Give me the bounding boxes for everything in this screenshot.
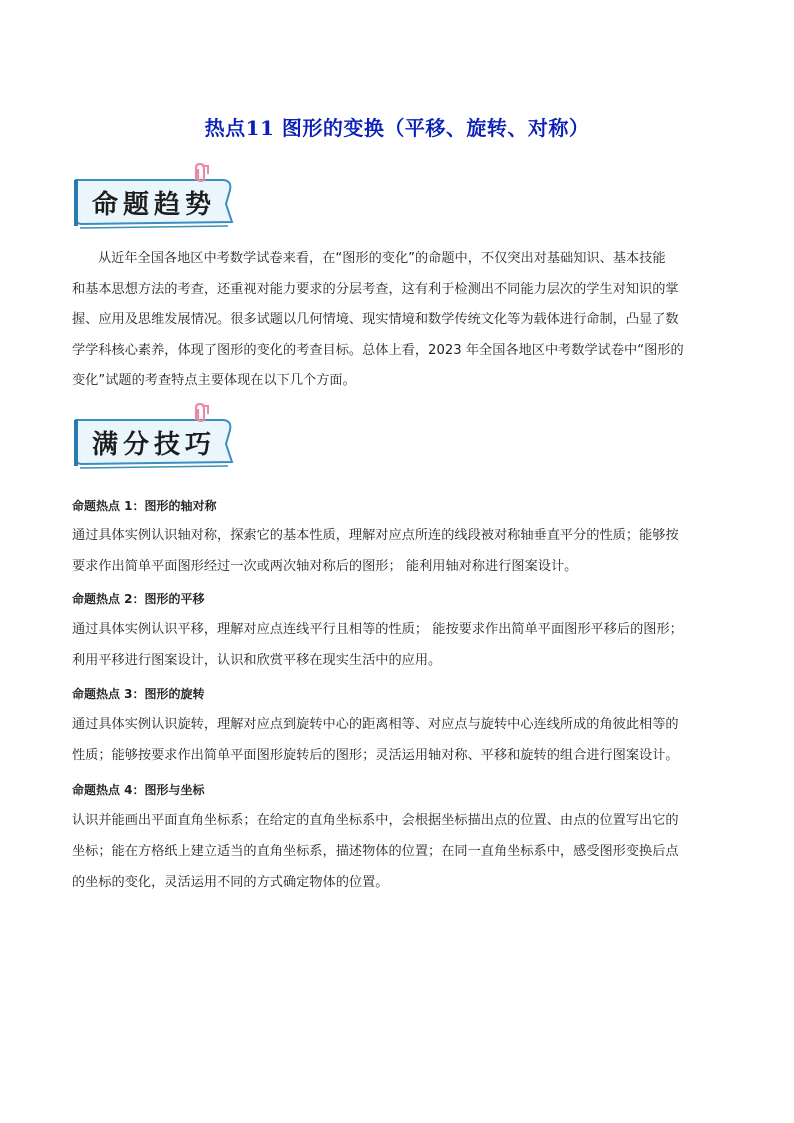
trend-line: 从近年全国各地区中考数学试卷来看，在“图形的变化”的命题中，不仅突出对基础知识、基本技能	[98, 251, 666, 266]
point-body-2	[72, 614, 762, 676]
point-line: 性质；能够按要求作出简单平面图形旋转后的图形；灵活运用轴对称、平移和旋转的组合进行图案设计。	[72, 748, 679, 763]
page-title: 热点11 图形的变换（平移、旋转、对称）	[204, 116, 590, 140]
section-banner-skills	[72, 414, 240, 472]
paperclip-icon	[190, 162, 212, 184]
section-heading-trend: 命题趋势	[92, 190, 217, 220]
trend-paragraph	[72, 244, 730, 275]
section-heading-skills: 满分技巧	[92, 430, 217, 460]
point-line: 要求作出简单平面图形经过一次或两次轴对称后的图形； 能利用轴对称进行图案设计。	[72, 559, 578, 574]
point-line: 坐标；能在方格纸上建立适当的直角坐标系，描述物体的位置；在同一直角坐标系中，感受图形变换后点	[72, 844, 679, 859]
point-body-3	[72, 709, 762, 771]
trend-paragraph-cont	[72, 275, 730, 397]
trend-line: 变化”试题的考查特点主要体现在以下几个方面。	[72, 373, 356, 388]
point-title-1: 命题热点 1：图形的轴对称	[72, 499, 217, 513]
point-line: 通过具体实例认识旋转，理解对应点到旋转中心的距离相等、对应点与旋转中心连线所成的角彼此相等的	[72, 717, 679, 732]
trend-line: 握、应用及思维发展情况。很多试题以几何情境、现实情境和数学传统文化等为载体进行命制，凸显了数	[72, 312, 679, 327]
point-line: 的坐标的变化，灵活运用不同的方式确定物体的位置。	[72, 875, 389, 890]
point-title-4: 命题热点 4：图形与坐标	[72, 783, 205, 797]
point-body-4	[72, 805, 762, 898]
trend-line: 学学科核心素养，体现了图形的变化的考查目标。总体上看，2023 年全国各地区中考数学试卷中“图形的	[72, 342, 684, 358]
point-title-3: 命题热点 3：图形的旋转	[72, 687, 205, 701]
trend-line: 和基本思想方法的考查，还重视对能力要求的分层考查，这有利于检测出不同能力层次的学生对知识的掌	[72, 281, 679, 297]
point-line: 通过具体实例认识轴对称，探索它的基本性质，理解对应点所连的线段被对称轴垂直平分的性质；能够按	[72, 528, 679, 543]
paperclip-icon	[190, 402, 212, 424]
point-line: 认识并能画出平面直角坐标系；在给定的直角坐标系中，会根据坐标描出点的位置、由点的位置写出它的	[72, 813, 679, 828]
point-line: 利用平移进行图案设计，认识和欣赏平移在现实生活中的应用。	[72, 653, 442, 668]
point-line: 通过具体实例认识平移，理解对应点连线平行且相等的性质； 能按要求作出简单平面图形平移后的图形；	[72, 622, 683, 637]
point-title-2: 命题热点 2：图形的平移	[72, 592, 205, 606]
section-banner-trend	[72, 174, 240, 232]
point-body-1	[72, 520, 762, 582]
